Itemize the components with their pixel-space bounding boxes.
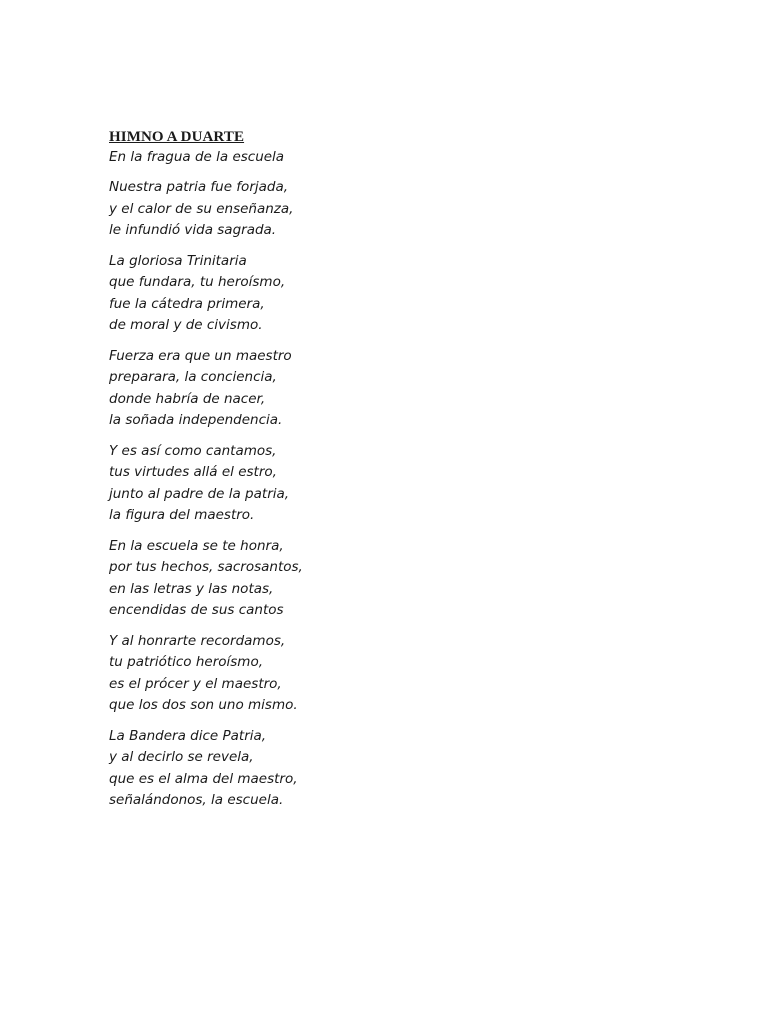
- poem-line: por tus hechos, sacrosantos,: [109, 559, 303, 575]
- poem-line: La Bandera dice Patria,: [109, 727, 267, 744]
- poem-line: y al decirlo se revela,: [109, 749, 254, 765]
- poem-line: en las letras y las notas,: [109, 580, 274, 597]
- poem-line: donde habría de nacer,: [109, 390, 266, 407]
- poem-line: Y al honrarte recordamos,: [109, 632, 286, 649]
- poem-line: que es el alma del maestro,: [109, 770, 298, 787]
- poem-line: junto al padre de la patria,: [109, 485, 290, 502]
- poem-line: tus virtudes allá el estro,: [109, 464, 277, 480]
- poem-title: HIMNO A DUARTE: [109, 129, 245, 145]
- poem-line: La gloriosa Trinitaria: [109, 252, 247, 269]
- poem-line: Fuerza era que un maestro: [109, 347, 292, 364]
- poem-line: En la escuela se te honra,: [109, 537, 284, 554]
- poem: [109, 128, 669, 812]
- poem-line: que fundara, tu heroísmo,: [109, 274, 286, 290]
- poem-line: señalándonos, la escuela.: [109, 792, 284, 808]
- stanza-7: [109, 726, 669, 812]
- stanza-3: [109, 346, 669, 432]
- stanza-5: [109, 536, 669, 622]
- stanza-6: [109, 631, 669, 717]
- poem-line: preparara, la conciencia,: [109, 369, 277, 385]
- poem-line: de moral y de civismo.: [109, 317, 263, 333]
- poem-subtitle: En la fragua de la escuela: [109, 149, 285, 165]
- poem-line: le infundió vida sagrada.: [109, 222, 277, 238]
- stanza-2: [109, 251, 669, 337]
- stanza-4: [109, 441, 669, 527]
- poem-line: la soñada independencia.: [109, 412, 283, 428]
- poem-line: que los dos son uno mismo.: [109, 697, 298, 713]
- poem-line: y el calor de su enseñanza,: [109, 200, 294, 217]
- poem-line: fue la cátedra primera,: [109, 295, 265, 312]
- poem-line: la figura del maestro.: [109, 507, 255, 523]
- stanza-1: [109, 177, 669, 242]
- poem-line: Nuestra patria fue forjada,: [109, 179, 289, 195]
- poem-line: encendidas de sus cantos: [109, 602, 284, 618]
- poem-line: es el prócer y el maestro,: [109, 675, 282, 692]
- poem-line: tu patriótico heroísmo,: [109, 654, 264, 670]
- poem-line: Y es así como cantamos,: [109, 442, 277, 459]
